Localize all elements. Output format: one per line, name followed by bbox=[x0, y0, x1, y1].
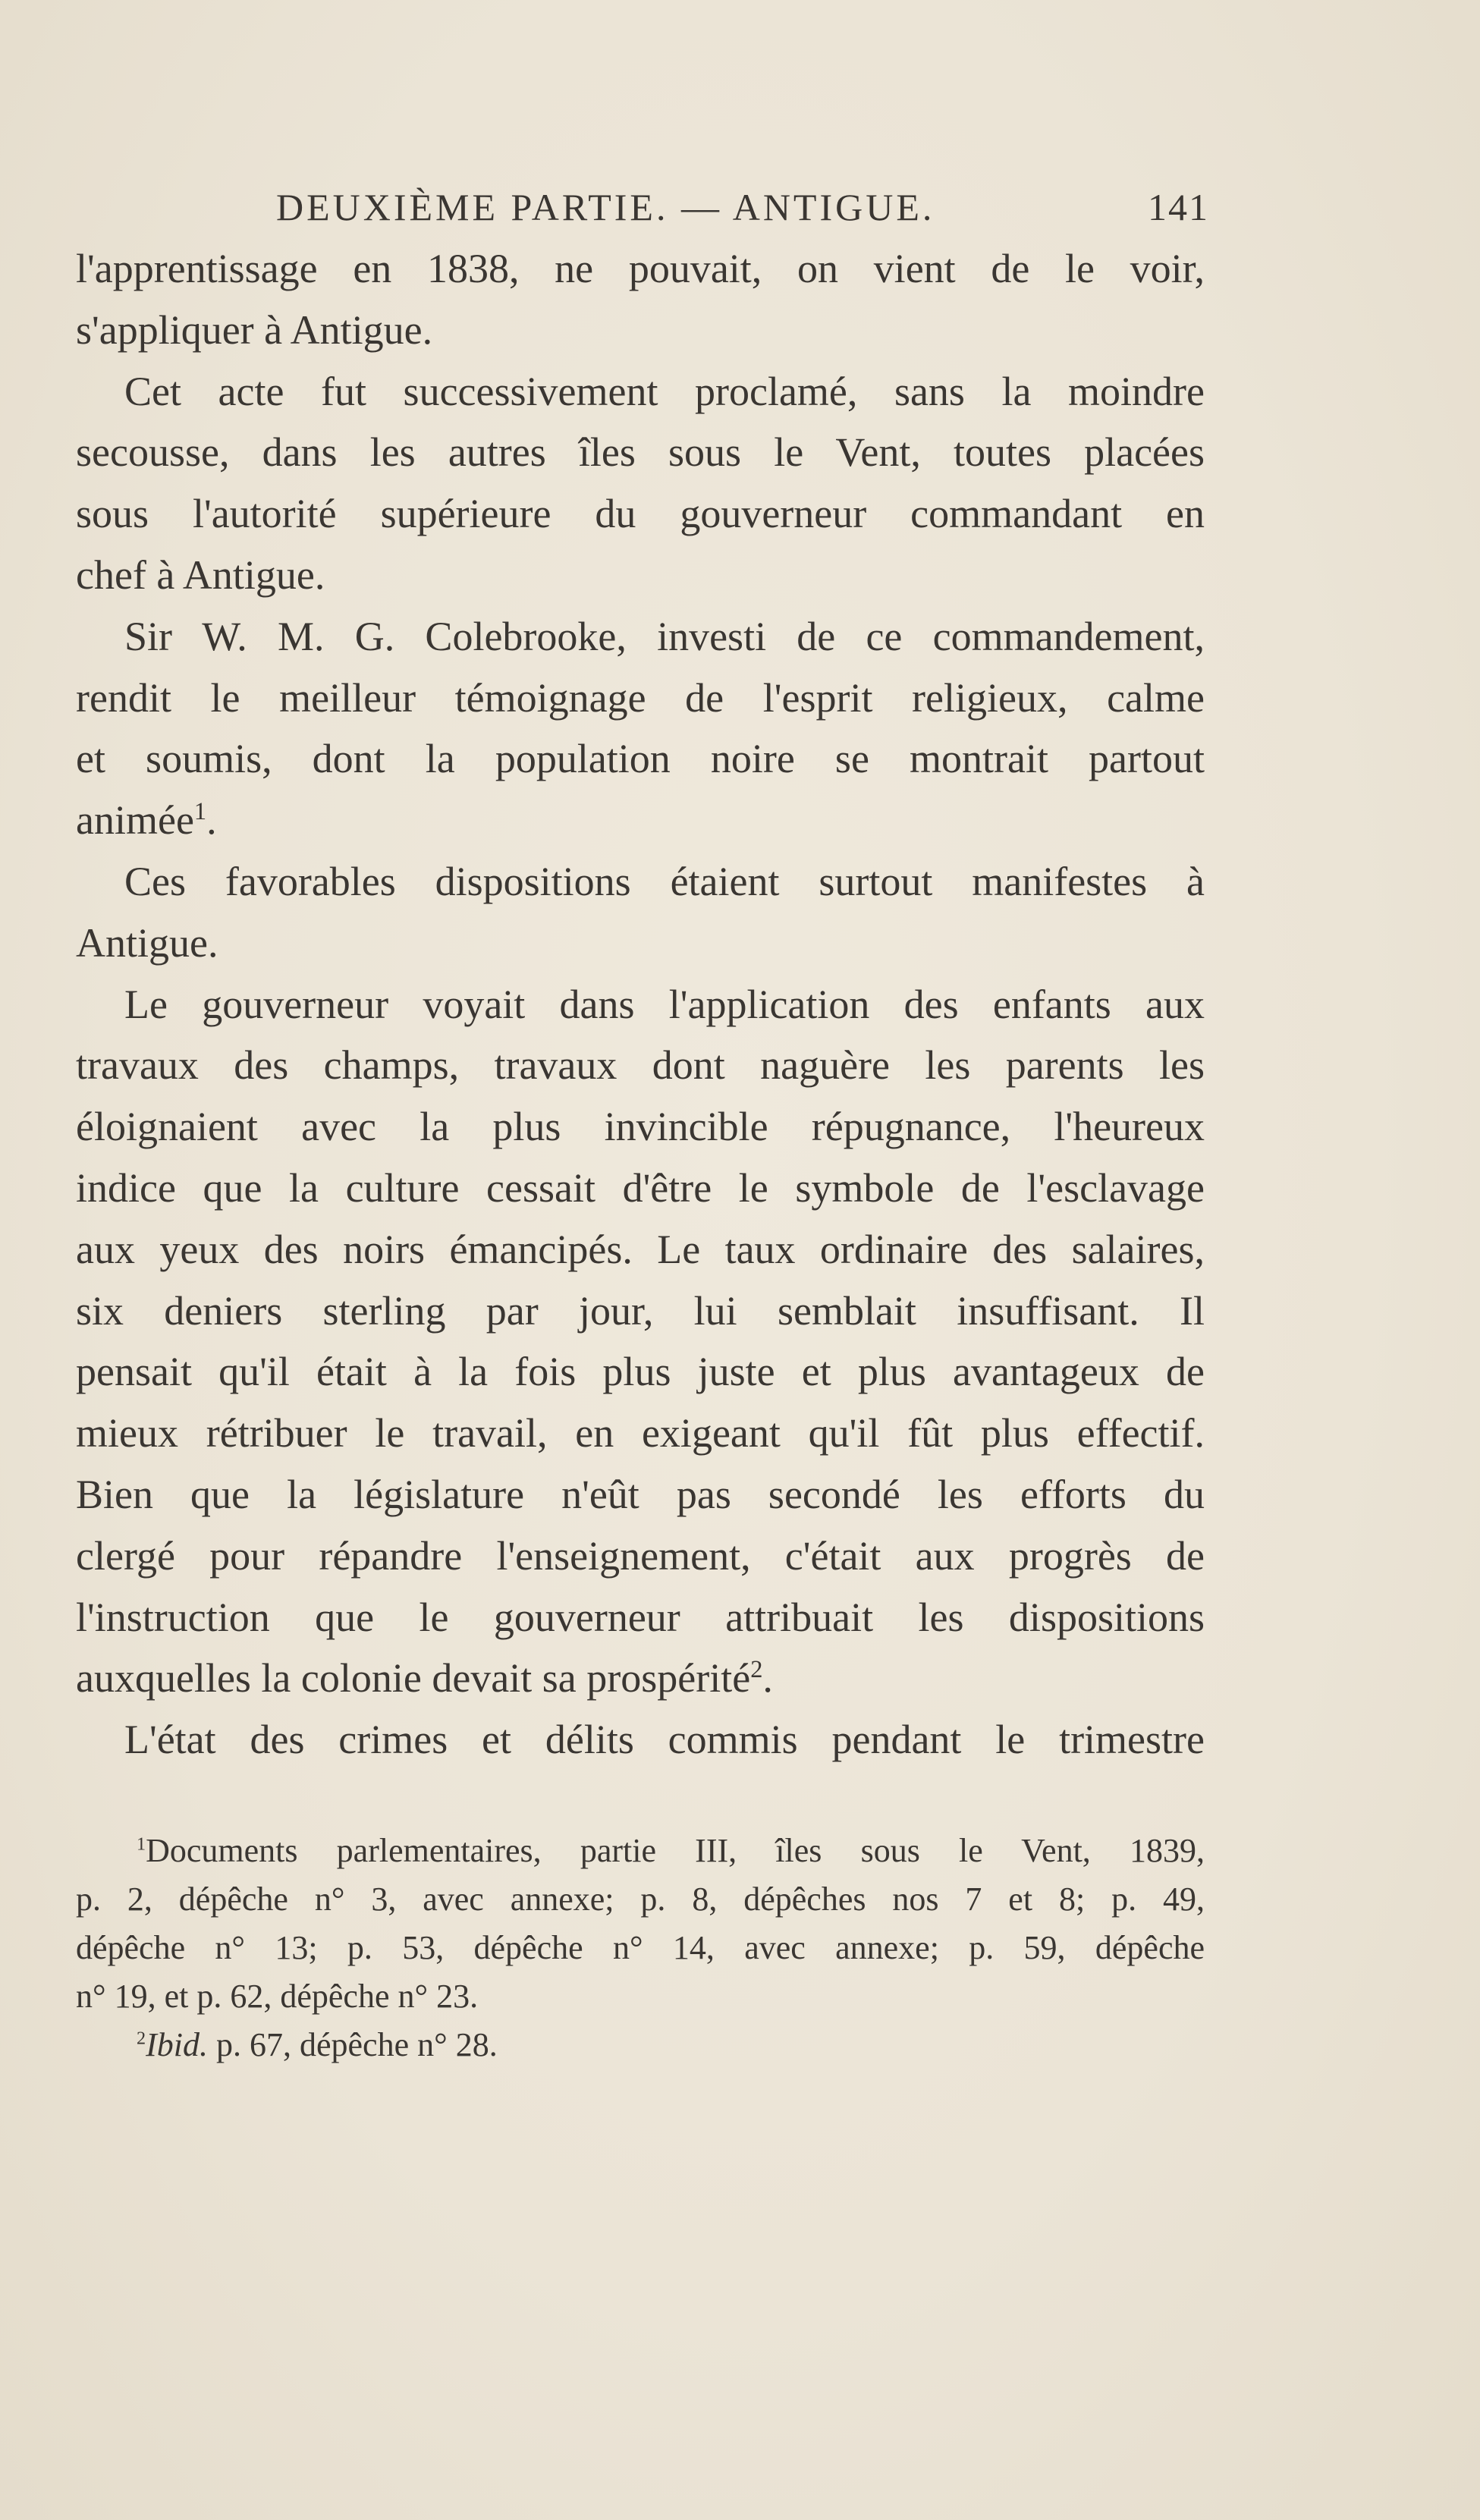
text-line: six deniers sterling par jour, lui semblait insuffisant. Il bbox=[76, 1287, 1205, 1334]
text-line: indice que la culture cessait d'être le symbole de l'esclavage bbox=[76, 1164, 1205, 1211]
text-line: sous l'autorité supérieure du gouverneur commandant en bbox=[76, 491, 1205, 537]
text-line: Cet acte fut successivement proclamé, sans la moindre bbox=[124, 368, 1205, 414]
text-line: éloignaient avec la plus invincible répugnance, l'heureux bbox=[76, 1104, 1205, 1150]
footnote-line: p. 2, dépêche n° 3, avec annexe; p. 8, dépêches nos 7 et 8; p. 49, bbox=[76, 1881, 1205, 1918]
text-line: animée$^1$. bbox=[76, 797, 217, 844]
text-line: mieux rétribuer le travail, en exigeant qu'il fût plus effectif. bbox=[76, 1410, 1205, 1456]
text-line: Antigue. bbox=[76, 919, 218, 966]
footnote-line: n° 19, et p. 62, dépêche n° 23. bbox=[76, 1978, 479, 2015]
footnote-mark: 1 bbox=[137, 1833, 146, 1855]
text-line: l'apprentissage en 1838, ne pouvait, on vient de le voir, bbox=[76, 246, 1205, 291]
page-number: 141 bbox=[1148, 186, 1209, 228]
text-line: et soumis, dont la population noire se montrait partout bbox=[76, 736, 1205, 782]
footnote-line: dépêche n° 13; p. 53, dépêche n° 14, avec annexe; p. 59, dépêche bbox=[76, 1929, 1205, 1966]
text-line: secousse, dans les autres îles sous le Vent, toutes placées bbox=[76, 429, 1205, 476]
footnote-ref: 2 bbox=[750, 1656, 763, 1684]
text-line: Sir W. M. G. Colebrooke, investi de ce commandement, bbox=[124, 613, 1205, 659]
text-line: Bien que la législature n'eût pas secondé les efforts du bbox=[76, 1471, 1205, 1517]
text-line: Ces favorables dispositions étaient surtout manifestes à bbox=[124, 858, 1205, 904]
footnote-ref: 1 bbox=[193, 798, 207, 826]
text-line: clergé pour répandre l'enseignement, c'était aux progrès de bbox=[76, 1532, 1205, 1579]
running-head: DEUXIÈME PARTIE. — ANTIGUE. bbox=[276, 186, 935, 228]
text-line: s'appliquer à Antigue. bbox=[76, 306, 433, 353]
text-line: l'instruction que le gouverneur attribuait les dispositions bbox=[76, 1594, 1205, 1640]
text-line: pensait qu'il était à la fois plus juste et plus avantageux de bbox=[76, 1349, 1205, 1395]
footnotes bbox=[76, 1827, 1205, 2069]
text-line: auxquelles la colonie devait sa prospérité$^2$. bbox=[76, 1655, 773, 1701]
text-line: L'état des crimes et délits commis pendant le trimestre bbox=[124, 1717, 1205, 1763]
text-line: chef à Antigue. bbox=[76, 551, 325, 598]
page-header bbox=[276, 181, 1209, 234]
footnote-line: $^2$Ibid. p. 67, dépêche n° 28. bbox=[137, 2026, 498, 2063]
text-line: Le gouverneur voyait dans l'application des enfants aux bbox=[124, 981, 1205, 1027]
text-line: travaux des champs, travaux dont naguère les parents les bbox=[76, 1042, 1205, 1089]
footnote-mark: 2 bbox=[137, 2028, 146, 2049]
text-line: aux yeux des noirs émancipés. Le taux ordinaire des salaires, bbox=[76, 1226, 1205, 1272]
body-text bbox=[76, 238, 1205, 1771]
text-line: rendit le meilleur témoignage de l'esprit religieux, calme bbox=[76, 674, 1205, 721]
footnote-line: $^1$Documents parlementaires, partie III, îles sous le Vent, 1839, bbox=[137, 1832, 1205, 1869]
